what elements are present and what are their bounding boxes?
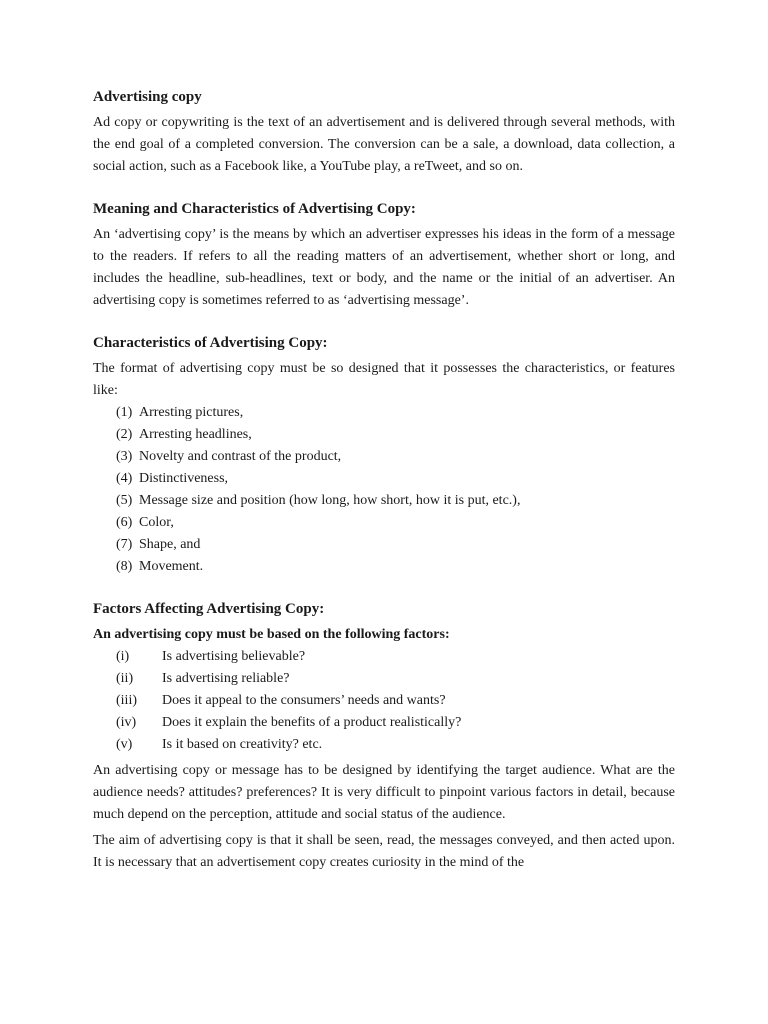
list-item: (iv) Does it explain the benefits of a product realistically? <box>116 715 462 730</box>
paragraph-aim: The aim of advertising copy is that it shall be seen, read, the messages conveyed, and then acted upon. It is necessary that an advertisement copy creates curiosity in the mind of the <box>93 833 675 870</box>
list-item: (4) Distinctiveness, <box>116 471 229 486</box>
factors-subheading: An advertising copy must be based on the following factors: <box>93 627 450 642</box>
section-heading-characteristics: Characteristics of Advertising Copy: <box>93 335 328 351</box>
paragraph-target-audience: An advertising copy or message has to be designed by identifying the target audience. What are the audience needs? attitudes? preferences? It is very difficult to pinpoint various factors in detail, because much depend on the perception, attitude and social status of the audience. <box>93 763 675 822</box>
list-item: (5) Message size and position (how long, how short, how it is put, etc.), <box>116 493 521 508</box>
section-heading-advertising-copy: Advertising copy <box>93 89 202 105</box>
list-item: (ii) Is advertising reliable? <box>116 671 290 686</box>
list-item: (3) Novelty and contrast of the product, <box>116 449 342 464</box>
document-page <box>93 86 675 874</box>
factors-list <box>93 646 675 756</box>
list-item: (7) Shape, and <box>116 537 201 552</box>
paragraph-definition: Ad copy or copywriting is the text of an advertisement and is delivered through several methods, with the end goal of a completed conversion. The conversion can be a sale, a download, data collection, a social action, such as a Facebook like, a YouTube play, a reTweet, and so on. <box>93 115 675 174</box>
paragraph-characteristics-intro: The format of advertising copy must be so designed that it possesses the characteristics, or features like: <box>93 361 675 398</box>
list-item: (v) Is it based on creativity? etc. <box>116 737 323 752</box>
section-heading-meaning: Meaning and Characteristics of Advertising Copy: <box>93 201 416 217</box>
list-item: (1) Arresting pictures, <box>116 405 244 420</box>
list-item: (iii) Does it appeal to the consumers’ needs and wants? <box>116 693 446 708</box>
section-heading-factors: Factors Affecting Advertising Copy: <box>93 601 325 617</box>
list-item: (6) Color, <box>116 515 174 530</box>
characteristics-list <box>93 402 675 578</box>
list-item: (2) Arresting headlines, <box>116 427 252 442</box>
paragraph-meaning: An ‘advertising copy’ is the means by which an advertiser expresses his ideas in the form of a message to the readers. If refers to all the reading matters of an advertisement, whether short or long, and includes the headline, sub-headlines, text or body, and the name or the initial of an advertiser. An advertising copy is sometimes referred to as ‘advertising message’. <box>93 227 675 308</box>
list-item: (i) Is advertising believable? <box>116 649 306 664</box>
list-item: (8) Movement. <box>116 559 204 574</box>
